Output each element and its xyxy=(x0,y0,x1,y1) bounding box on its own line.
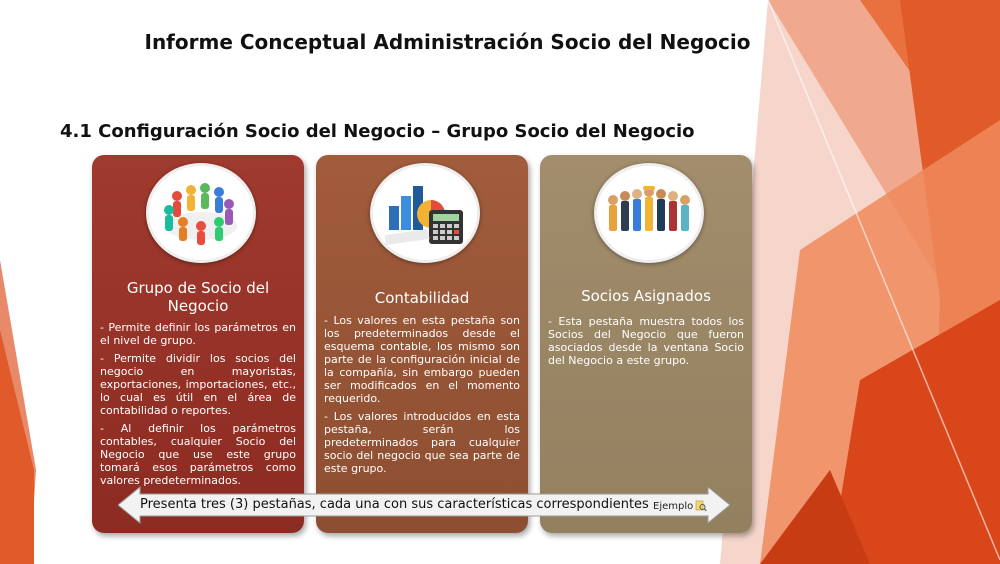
example-link[interactable] xyxy=(653,500,707,512)
card-body-socios xyxy=(548,315,744,372)
card-paragraph: - Permite definir los parámetros en el nivel de grupo. xyxy=(100,321,296,347)
card-paragraph: - Esta pestaña muestra todos los Socios del Negocio que fueron asociados desde la ventana Socio del Negocio a este grupo. xyxy=(548,315,744,367)
card-title-socios: Socios Asignados xyxy=(581,287,711,305)
card-body-contabilidad xyxy=(324,314,520,480)
card-paragraph: - Los valores introducidos en esta pestaña, serán los predeterminados para cualquier socio del negocio que sea parte de este grupo. xyxy=(324,410,520,475)
accounting-circle-image xyxy=(370,163,480,263)
card-grupo-socio xyxy=(92,155,304,533)
card-contabilidad xyxy=(316,155,528,533)
card-title-grupo: Grupo de Socio del Negocio xyxy=(126,279,270,315)
card-socios-asignados xyxy=(540,155,752,533)
card-body-grupo xyxy=(100,321,296,492)
card-paragraph: - Permite dividir los socios del negocio en mayoristas, exportaciones, importaciones, etc., lo cual es útil en el área de contabilidad o reportes. xyxy=(100,352,296,417)
slide-title: Informe Conceptual Administración Socio del Negocio xyxy=(144,30,751,54)
workers-circle-image xyxy=(594,163,704,263)
team-circle-image xyxy=(146,163,256,263)
section-subtitle: 4.1 Configuración Socio del Negocio – Grupo Socio del Negocio xyxy=(60,121,695,142)
document-magnifier-icon[interactable] xyxy=(695,500,707,512)
card-title-contabilidad: Contabilidad xyxy=(374,289,470,307)
card-paragraph: - Los valores en esta pestaña son los predeterminados desde el esquema contable, los mismo son parte de la configuración inicial de la compañía, sin embargo pueden ser modificados en el momento requerido. xyxy=(324,314,520,405)
banner-text: Presenta tres (3) pestañas, cada una con sus características correspondientes xyxy=(140,497,649,512)
card-paragraph: - Al definir los parámetros contables, cualquier Socio del Negocio que use este grupo tomará esos parámetros como valores predeterminados. xyxy=(100,422,296,487)
example-link-label[interactable]: Ejemplo xyxy=(653,500,694,512)
